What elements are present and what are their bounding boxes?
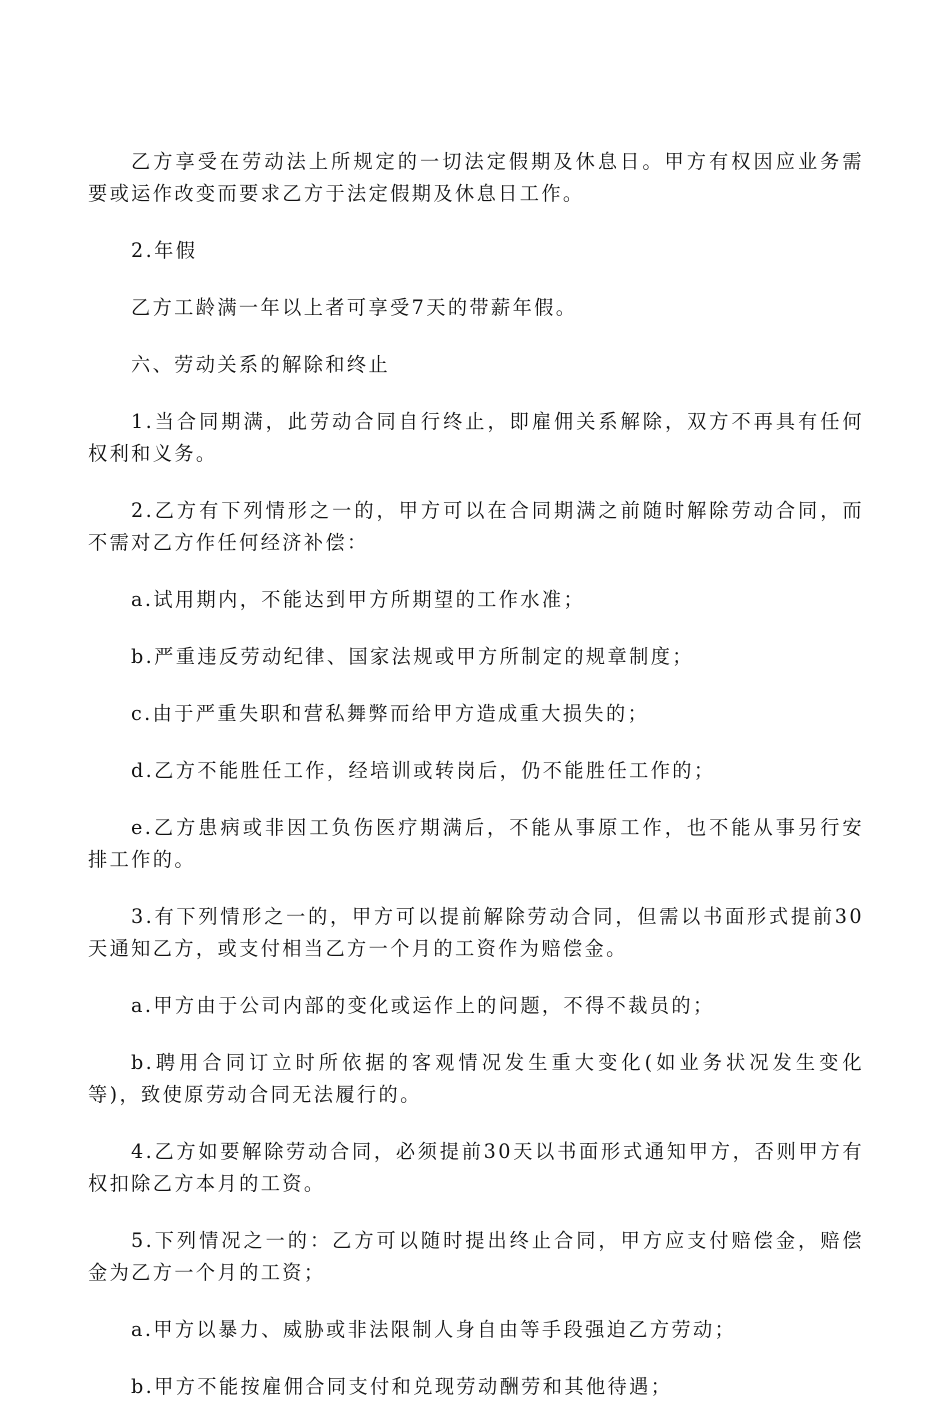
clause-5-item-a: a.甲方以暴力、威胁或非法限制人身自由等手段强迫乙方劳动； [131, 1318, 737, 1341]
document-body [88, 146, 864, 1428]
clause-2-item-a: a.试用期内，不能达到甲方所期望的工作水准； [131, 588, 586, 611]
clause-2-item-d: d.乙方不能胜任工作，经培训或转岗后，仍不能胜任工作的； [131, 759, 716, 782]
clause-3-item-a: a.甲方由于公司内部的变化或运作上的问题，不得不裁员的； [131, 994, 715, 1017]
clause-4: 4.乙方如要解除劳动合同，必须提前30天以书面形式通知甲方，否则甲方有权扣除乙方本月的工资。 [88, 1140, 864, 1195]
paragraph-holidays: 乙方享受在劳动法上所规定的一切法定假期及休息日。甲方有权因应业务需要或运作改变而要求乙方于法定假期及休息日工作。 [88, 150, 864, 205]
clause-5-item-b: b.甲方不能按雇佣合同支付和兑现劳动酬劳和其他待遇； [131, 1375, 673, 1398]
section-heading-termination: 六、劳动关系的解除和终止 [131, 353, 391, 376]
clause-2: 2.乙方有下列情形之一的，甲方可以在合同期满之前随时解除劳动合同，而不需对乙方作任何经济补偿： [88, 499, 864, 554]
clause-3-item-b: b.聘用合同订立时所依据的客观情况发生重大变化(如业务状况发生变化等)，致使原劳动合同无法履行的。 [88, 1051, 864, 1106]
clause-2-item-e: e.乙方患病或非因工负伤医疗期满后，不能从事原工作，也不能从事另行安排工作的。 [88, 816, 864, 871]
clause-5: 5.下列情况之一的：乙方可以随时提出终止合同，甲方应支付赔偿金，赔偿金为乙方一个月的工资； [88, 1229, 864, 1284]
heading-annual-leave: 2.年假 [131, 239, 198, 262]
clause-3: 3.有下列情形之一的，甲方可以提前解除劳动合同，但需以书面形式提前30天通知乙方，或支付相当乙方一个月的工资作为赔偿金。 [88, 905, 864, 960]
clause-2-item-c: c.由于严重失职和营私舞弊而给甲方造成重大损失的； [131, 702, 650, 725]
clause-1: 1.当合同期满，此劳动合同自行终止，即雇佣关系解除，双方不再具有任何权利和义务。 [88, 410, 864, 465]
paragraph-annual-leave: 乙方工龄满一年以上者可享受7天的带薪年假。 [131, 296, 578, 319]
clause-2-item-b: b.严重违反劳动纪律、国家法规或甲方所制定的规章制度； [131, 645, 694, 668]
